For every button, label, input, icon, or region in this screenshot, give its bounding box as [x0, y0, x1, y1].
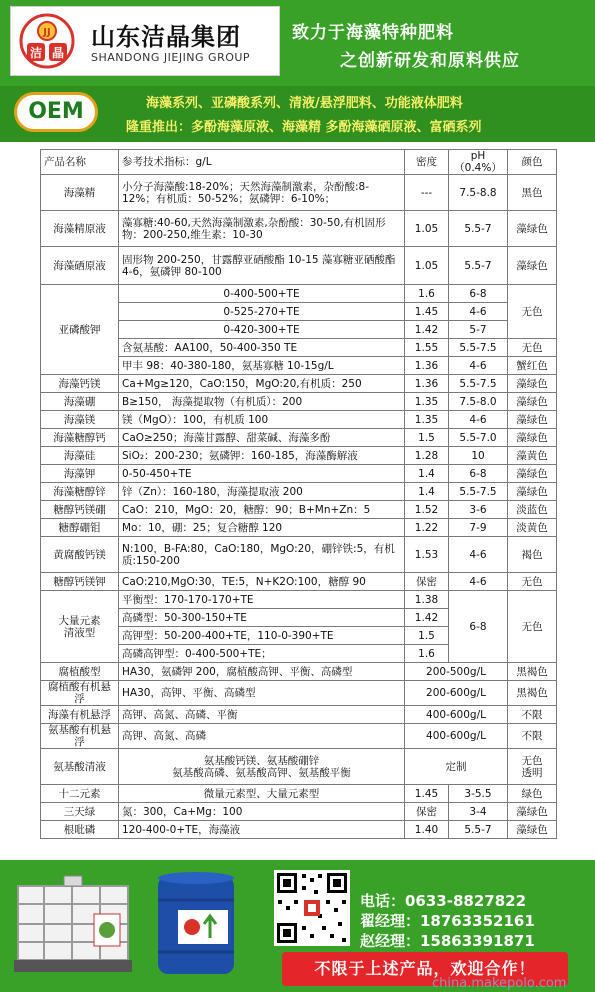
product-density: 1.5 — [405, 429, 449, 447]
product-ph: 7-9 — [449, 519, 508, 537]
logo-company-name: 山东洁晶集团 — [91, 23, 241, 51]
table-row — [41, 519, 557, 537]
product-color: 黑色 — [508, 175, 557, 211]
slogan-line-1: 致力于海藻特种肥料 — [292, 23, 454, 43]
company-logo — [10, 6, 280, 76]
product-table — [40, 149, 557, 839]
table-row — [41, 501, 557, 519]
product-spec: 高磷高钾型：0-400-500+TE； — [119, 645, 405, 663]
product-name: 海藻钾 — [41, 465, 119, 483]
product-spec: B≥150， 海藻提取物（有机质）：200 — [119, 393, 405, 411]
product-spec: 高钾型：50-200-400+TE，110-0-390+TE — [119, 627, 405, 645]
product-color-line: 无色 — [521, 754, 543, 767]
product-spec: CaO：210，MgO：20，糖醇：90；B+Mn+Zn：5 — [119, 501, 405, 519]
table-row — [41, 821, 557, 839]
product-color-line: 透明 — [521, 766, 543, 779]
svg-text:JJ: JJ — [43, 27, 51, 38]
table-row — [41, 803, 557, 821]
product-name: 海藻糖醇钙 — [41, 429, 119, 447]
table-row — [41, 749, 557, 785]
product-ph: 10 — [449, 447, 508, 465]
product-name — [41, 591, 119, 663]
product-color: 不限 — [508, 724, 557, 749]
product-ph: 5.5-7 — [449, 247, 508, 285]
product-color — [508, 749, 557, 785]
product-ph: 5.5-7.0 — [449, 429, 508, 447]
table-row — [41, 429, 557, 447]
product-density: 1.35 — [405, 393, 449, 411]
product-name: 海藻硼 — [41, 393, 119, 411]
product-name: 糖醇钙镁钾 — [41, 573, 119, 591]
product-ph: 6-8 — [449, 285, 508, 303]
product-spec: 平衡型：170-170-170+TE — [119, 591, 405, 609]
product-density: 1.42 — [405, 321, 449, 339]
product-color: 不限 — [508, 706, 557, 724]
product-ph: 3-5.5 — [449, 785, 508, 803]
product-name: 糖醇硼钼 — [41, 519, 119, 537]
product-density: 1.36 — [405, 357, 449, 375]
product-density-ph: 定制 — [405, 749, 508, 785]
table-row — [41, 785, 557, 803]
product-color: 褐色 — [508, 537, 557, 573]
product-density: 1.5 — [405, 627, 449, 645]
product-name: 海藻糖醇锌 — [41, 483, 119, 501]
product-name: 氨基酸清液 — [41, 749, 119, 785]
product-density: 1.42 — [405, 609, 449, 627]
slogan-line-2: 之创新研发和原料供应 — [340, 51, 520, 71]
table-row — [41, 393, 557, 411]
table-row — [41, 681, 557, 706]
product-ph: 5.5-7.5 — [449, 375, 508, 393]
product-name: 腐植酸有机悬浮 — [41, 681, 119, 706]
product-spec: 氮：300，Ca+Mg：100 — [119, 803, 405, 821]
product-color: 蟹红色 — [508, 357, 557, 375]
product-spec-line: 氨基酸钙镁、氨基酸硼锌 — [203, 754, 320, 767]
product-color: 无色 — [508, 339, 557, 357]
product-spec: 锌（Zn）：160-180，海藻提取液 200 — [119, 483, 405, 501]
product-color: 绿色 — [508, 785, 557, 803]
product-ph: 5.5-7 — [449, 821, 508, 839]
product-color: 藻绿色 — [508, 821, 557, 839]
site-watermark: china.makepolo.com — [432, 976, 567, 991]
product-color: 藻绿色 — [508, 411, 557, 429]
product-ph: 3-4 — [449, 803, 508, 821]
contact-manager-1: 翟经理：18763352161 — [360, 912, 535, 930]
product-color: 藻黄色 — [508, 447, 557, 465]
svg-text:晶: 晶 — [51, 46, 65, 60]
product-color: 藻绿色 — [508, 803, 557, 821]
oem-badge: OEM — [14, 92, 98, 132]
ibc-tote-image — [14, 870, 132, 974]
product-density: 1.55 — [405, 339, 449, 357]
product-density-ph: 200-500g/L — [405, 663, 508, 681]
product-ph: 5.5-7.5 — [449, 483, 508, 501]
logo-mark-icon — [19, 13, 75, 69]
product-spec: SiO₂：200-230；氨磷钾：160-185，海藻酶解液 — [119, 447, 405, 465]
product-name: 海藻钙镁 — [41, 375, 119, 393]
product-density: 1.6 — [405, 645, 449, 663]
table-row — [41, 573, 557, 591]
product-color: 无色 — [508, 285, 557, 339]
product-ph: 6-8 — [449, 591, 508, 663]
product-ph: 7.5-8.8 — [449, 175, 508, 211]
product-spec: 小分子海藻酸:18-20%；天然海藻制激素，杂酚酸:8-12%；有机质：50-52%；氨磷钾：6-10%； — [119, 175, 405, 211]
product-name: 黄腐酸钙镁 — [41, 537, 119, 573]
product-spec: 甲丰 98：40-380-180，氨基寡糖 10-15g/L — [119, 357, 405, 375]
logo-company-name-en: SHANDONG JIEJING GROUP — [91, 51, 251, 64]
product-color: 藻绿色 — [508, 247, 557, 285]
series-line-2: 隆重推出：多酚海藻原液、海藻精 多酚海藻硒原液、富硒系列 — [126, 120, 482, 135]
product-density: 1.05 — [405, 211, 449, 247]
product-density: --- — [405, 175, 449, 211]
product-density: 保密 — [405, 573, 449, 591]
product-density: 1.4 — [405, 465, 449, 483]
table-row — [41, 411, 557, 429]
header-cell: 产品名称 — [41, 150, 119, 175]
product-density-ph: 400-600g/L — [405, 706, 508, 724]
table-row — [41, 706, 557, 724]
product-spec: 0-420-300+TE — [119, 321, 405, 339]
table-row — [41, 175, 557, 211]
product-spec: HA30，氨磷钾 200，腐植酸高钾、平衡、高磷型 — [119, 663, 405, 681]
product-name: 海藻有机悬浮 — [41, 706, 119, 724]
product-name: 海藻镁 — [41, 411, 119, 429]
product-spec: 0-400-500+TE — [119, 285, 405, 303]
product-name: 海藻硒原液 — [41, 247, 119, 285]
product-density: 1.45 — [405, 785, 449, 803]
product-name: 腐植酸型 — [41, 663, 119, 681]
table-row — [41, 303, 557, 321]
product-ph: 7.5-8.0 — [449, 393, 508, 411]
product-ph: 4-6 — [449, 357, 508, 375]
product-color: 藻绿色 — [508, 211, 557, 247]
table-row — [41, 339, 557, 357]
product-spec: N:100，B-FA:80，CaO:180，MgO:20，硼锌铁:5，有机质:150-200 — [119, 537, 405, 573]
cooperation-banner: 不限于上述产品，欢迎合作！ — [282, 952, 568, 986]
product-color: 藻绿色 — [508, 393, 557, 411]
table-row — [41, 211, 557, 247]
table-row — [41, 321, 557, 339]
product-name: 氨基酸有机悬浮 — [41, 724, 119, 749]
product-spec: 120-400-0+TE，海藻液 — [119, 821, 405, 839]
product-density: 1.05 — [405, 247, 449, 285]
table-row — [41, 247, 557, 285]
table-row — [41, 724, 557, 749]
svg-text:洁: 洁 — [29, 46, 43, 60]
qr-code-icon — [274, 870, 350, 946]
product-ph: 6-8 — [449, 465, 508, 483]
product-color: 淡蓝色 — [508, 501, 557, 519]
product-density: 1.4 — [405, 483, 449, 501]
product-ph: 4-6 — [449, 411, 508, 429]
product-spec: 0-50-450+TE — [119, 465, 405, 483]
product-ph: 4-6 — [449, 573, 508, 591]
series-line-1: 海藻系列、亚磷酸系列、清液/悬浮肥料、功能液体肥料 — [146, 96, 463, 111]
product-spec: 高磷型：50-300-150+TE — [119, 609, 405, 627]
contact-manager-2: 赵经理：15863391871 — [360, 932, 535, 950]
product-color: 黑褐色 — [508, 681, 557, 706]
product-ph: 5.5-7.5 — [449, 339, 508, 357]
product-density: 1.45 — [405, 303, 449, 321]
product-color: 藻绿色 — [508, 429, 557, 447]
product-spec — [119, 749, 405, 785]
product-density: 1.40 — [405, 821, 449, 839]
product-density: 1.38 — [405, 591, 449, 609]
product-density-ph: 200-600g/L — [405, 681, 508, 706]
product-spec: 镁（MgO）：100，有机质 100 — [119, 411, 405, 429]
table-row — [41, 357, 557, 375]
product-ph: 5-7 — [449, 321, 508, 339]
product-color: 黑褐色 — [508, 663, 557, 681]
product-spec: Mo：10，硼：25；复合糖醇 120 — [119, 519, 405, 537]
product-color: 藻绿色 — [508, 483, 557, 501]
product-name: 十二元素 — [41, 785, 119, 803]
product-spec: CaO:210,MgO:30，TE:5，N+K2O:100，糖醇 90 — [119, 573, 405, 591]
product-name: 三天绿 — [41, 803, 119, 821]
product-spec: 含氨基酸：AA100，50-400-350 TE — [119, 339, 405, 357]
product-color: 藻绿色 — [508, 465, 557, 483]
product-spec: 高钾、高氮、高磷 — [119, 724, 405, 749]
table-row — [41, 537, 557, 573]
product-density: 1.22 — [405, 519, 449, 537]
product-ph: 3-6 — [449, 501, 508, 519]
product-density: 1.35 — [405, 411, 449, 429]
product-density: 1.28 — [405, 447, 449, 465]
table-row — [41, 663, 557, 681]
product-spec: HA30，高钾、平衡、高磷型 — [119, 681, 405, 706]
product-spec: Ca+Mg≥120，CaO:150，MgO:20,有机质：250 — [119, 375, 405, 393]
product-color: 藻绿色 — [508, 375, 557, 393]
product-color: 无色 — [508, 591, 557, 663]
product-spec: 藻寡糖:40-60,天然海藻制激素,杂酚酸：30-50,有机固形物：200-250,维生素：10-30 — [119, 211, 405, 247]
product-color: 淡黄色 — [508, 519, 557, 537]
header-cell: 参考技术指标：g/L — [119, 150, 405, 175]
product-name-line: 大量元素 — [58, 614, 101, 627]
product-name: 海藻精 — [41, 175, 119, 211]
header-cell: 颜色 — [508, 150, 557, 175]
product-density-ph: 400-600g/L — [405, 724, 508, 749]
product-name: 糖醇钙镁硼 — [41, 501, 119, 519]
header-cell: pH（0.4%） — [449, 150, 508, 175]
product-density: 1.53 — [405, 537, 449, 573]
product-ph: 5.5-7 — [449, 211, 508, 247]
table-row — [41, 483, 557, 501]
product-spec: 高钾、高氮、高磷、平衡 — [119, 706, 405, 724]
table-row — [41, 375, 557, 393]
table-header-row — [41, 150, 557, 175]
product-spec: 固形物 200-250，甘露醇亚硒酸酯 10-15 藻寡糖亚硒酸酯 4-6，氨磷钾 80-100 — [119, 247, 405, 285]
product-density: 1.36 — [405, 375, 449, 393]
table-row — [41, 591, 557, 609]
table-row — [41, 447, 557, 465]
product-name: 亚磷酸钾 — [41, 285, 119, 375]
product-spec: 0-525-270+TE — [119, 303, 405, 321]
product-name: 海藻精原液 — [41, 211, 119, 247]
product-color: 无色 — [508, 573, 557, 591]
product-density: 1.6 — [405, 285, 449, 303]
product-name-line: 清液型 — [63, 626, 96, 639]
product-spec-line: 氨基酸高磷、氨基酸高钾、氨基酸平衡 — [172, 766, 351, 779]
product-spec: CaO≥250；海藻甘露醇、甜菜碱、海藻多酚 — [119, 429, 405, 447]
product-density: 保密 — [405, 803, 449, 821]
product-ph: 4-6 — [449, 303, 508, 321]
header-cell: 密度 — [405, 150, 449, 175]
product-ph: 4-6 — [449, 537, 508, 573]
product-name: 海藻硅 — [41, 447, 119, 465]
product-density: 1.52 — [405, 501, 449, 519]
table-row — [41, 285, 557, 303]
table-row — [41, 465, 557, 483]
drum-image — [148, 870, 244, 978]
product-spec: 微量元素型、大量元素型 — [119, 785, 405, 803]
contact-phone: 电话：0633-8827822 — [360, 892, 527, 910]
product-name: 根吡磷 — [41, 821, 119, 839]
